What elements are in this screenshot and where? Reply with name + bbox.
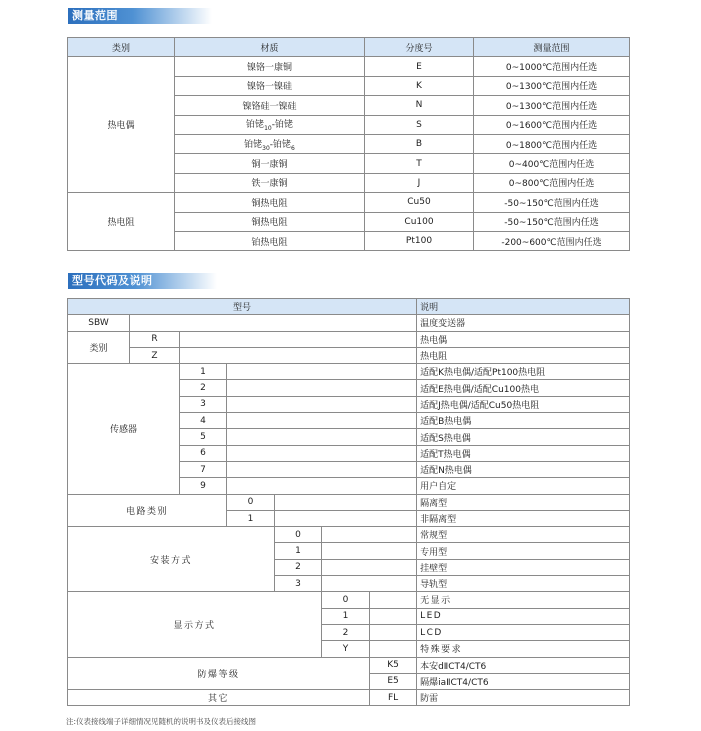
desc-cell: 防雷 [417,690,630,706]
range-cell: -50~150℃范围内任选 [474,212,630,231]
desc-cell: 隔离型 [417,494,630,510]
index-cell: K [365,76,474,95]
range-table [67,37,630,251]
model-table-header [68,299,630,315]
label-sensor: 传感器 [68,364,180,494]
desc-cell: 热电偶 [417,331,630,347]
desc-cell: 专用型 [417,543,630,559]
section-title-model: 型号代码及说明 [68,273,217,289]
table-row [68,193,630,212]
desc-cell: 适配J热电偶/适配Cu50热电阻 [417,396,630,412]
code-cell: 6 [180,445,227,461]
label-display: 显示方式 [68,592,322,657]
desc-cell: 无显示 [417,592,630,608]
desc-cell: 适配T热电偶 [417,445,630,461]
code-cell: E5 [370,673,417,689]
code-cell: 1 [322,608,370,624]
empty-cell [370,624,417,640]
header-category: 类别 [68,38,175,57]
label-other: 其它 [68,690,370,706]
empty-cell [227,413,417,429]
desc-cell: 适配B热电偶 [417,413,630,429]
code-cell: 3 [275,576,322,592]
desc-cell: 非隔离型 [417,510,630,526]
label-explosion: 防爆等级 [68,657,370,690]
desc-cell: 热电阻 [417,347,630,363]
group-thermocouple: 热电偶 [68,57,175,193]
code-cell: R [130,331,180,347]
desc-cell: 适配E热电偶/适配Cu100热电 [417,380,630,396]
desc-cell: 本安dⅡCT4/CT6 [417,657,630,673]
material-cell: 铁一康铜 [175,173,365,192]
range-cell: 0~1000℃范围内任选 [474,57,630,76]
empty-cell [275,494,417,510]
header-model: 型号 [68,299,417,315]
material-cell: 铜一康铜 [175,154,365,173]
desc-cell: 用户自定 [417,478,630,494]
code-cell: 4 [180,413,227,429]
material-cell: 铂铑$_{30}$-铂铑$_6$ [175,134,365,153]
table-row [68,527,630,543]
empty-cell [370,592,417,608]
material-cell: 铂热电阻 [175,231,365,250]
material-cell: 镍铬一镍硅 [175,76,365,95]
code-cell: SBW [68,315,130,331]
material-cell: 铜热电阻 [175,212,365,231]
table-row [68,331,630,347]
code-cell: 0 [227,494,275,510]
empty-cell [130,315,417,331]
range-cell: -50~150℃范围内任选 [474,193,630,212]
material-cell: 镍铬硅一镍硅 [175,96,365,115]
empty-cell [370,608,417,624]
desc-cell: 适配K热电偶/适配Pt100热电阻 [417,364,630,380]
header-material: 材质 [175,38,365,57]
code-cell: 0 [275,527,322,543]
desc-cell: 导轨型 [417,576,630,592]
header-index: 分度号 [365,38,474,57]
desc-cell: 适配S热电偶 [417,429,630,445]
label-mount: 安装方式 [68,527,275,592]
empty-cell [322,576,417,592]
code-cell: 3 [180,396,227,412]
range-cell: 0~400℃范围内任选 [474,154,630,173]
table-row [68,347,630,363]
table-row [68,657,630,673]
group-rtd: 热电阻 [68,193,175,251]
footnote: 注:仪表接线端子详细情况见随机的说明书及仪表后接线图 [66,717,257,726]
desc-cell: 适配N热电偶 [417,461,630,477]
desc-cell: 挂壁型 [417,559,630,575]
empty-cell [275,510,417,526]
empty-cell [322,543,417,559]
code-cell: 2 [275,559,322,575]
index-cell: Cu50 [365,193,474,212]
code-cell: 7 [180,461,227,477]
code-cell: Z [130,347,180,363]
code-cell: FL [370,690,417,706]
desc-cell: LED [417,608,630,624]
range-table-header [68,38,630,57]
desc-cell: 隔爆iaⅡCT4/CT6 [417,673,630,689]
header-range: 测量范围 [474,38,630,57]
desc-cell: LCD [417,624,630,640]
table-row [68,592,630,608]
header-description: 说明 [417,299,630,315]
empty-cell [227,445,417,461]
label-circuit: 电路类别 [68,494,227,527]
empty-cell [227,461,417,477]
empty-cell [322,559,417,575]
table-row [68,364,630,380]
desc-cell: 常规型 [417,527,630,543]
desc-cell: 特殊要求 [417,641,630,657]
table-row [68,57,630,76]
code-cell: Y [322,641,370,657]
code-cell: 9 [180,478,227,494]
label-category: 类别 [68,331,130,364]
code-cell: 1 [227,510,275,526]
empty-cell [227,478,417,494]
range-cell: 0~1800℃范围内任选 [474,134,630,153]
range-cell: 0~1300℃范围内任选 [474,96,630,115]
table-row [68,315,630,331]
model-code-table [67,298,630,706]
code-cell: K5 [370,657,417,673]
index-cell: Pt100 [365,231,474,250]
index-cell: J [365,173,474,192]
code-cell: 1 [275,543,322,559]
code-cell: 2 [180,380,227,396]
empty-cell [180,331,417,347]
index-cell: E [365,57,474,76]
range-cell: 0~1300℃范围内任选 [474,76,630,95]
material-cell: 铜热电阻 [175,193,365,212]
table-row [68,494,630,510]
empty-cell [227,396,417,412]
range-cell: 0~800℃范围内任选 [474,173,630,192]
code-cell: 1 [180,364,227,380]
index-cell: B [365,134,474,153]
range-cell: 0~1600℃范围内任选 [474,115,630,134]
index-cell: Cu100 [365,212,474,231]
empty-cell [227,380,417,396]
material-cell: 镍铬一康铜 [175,57,365,76]
desc-cell: 温度变送器 [417,315,630,331]
index-cell: S [365,115,474,134]
empty-cell [180,347,417,363]
code-cell: 5 [180,429,227,445]
range-cell: -200~600℃范围内任选 [474,231,630,250]
code-cell: 2 [322,624,370,640]
table-row [68,690,630,706]
empty-cell [227,429,417,445]
empty-cell [322,527,417,543]
section-title-range: 测量范围 [68,8,212,24]
material-cell: 铂铑$_{10}$-铂铑 [175,115,365,134]
empty-cell [227,364,417,380]
index-cell: N [365,96,474,115]
empty-cell [370,641,417,657]
code-cell: 0 [322,592,370,608]
index-cell: T [365,154,474,173]
